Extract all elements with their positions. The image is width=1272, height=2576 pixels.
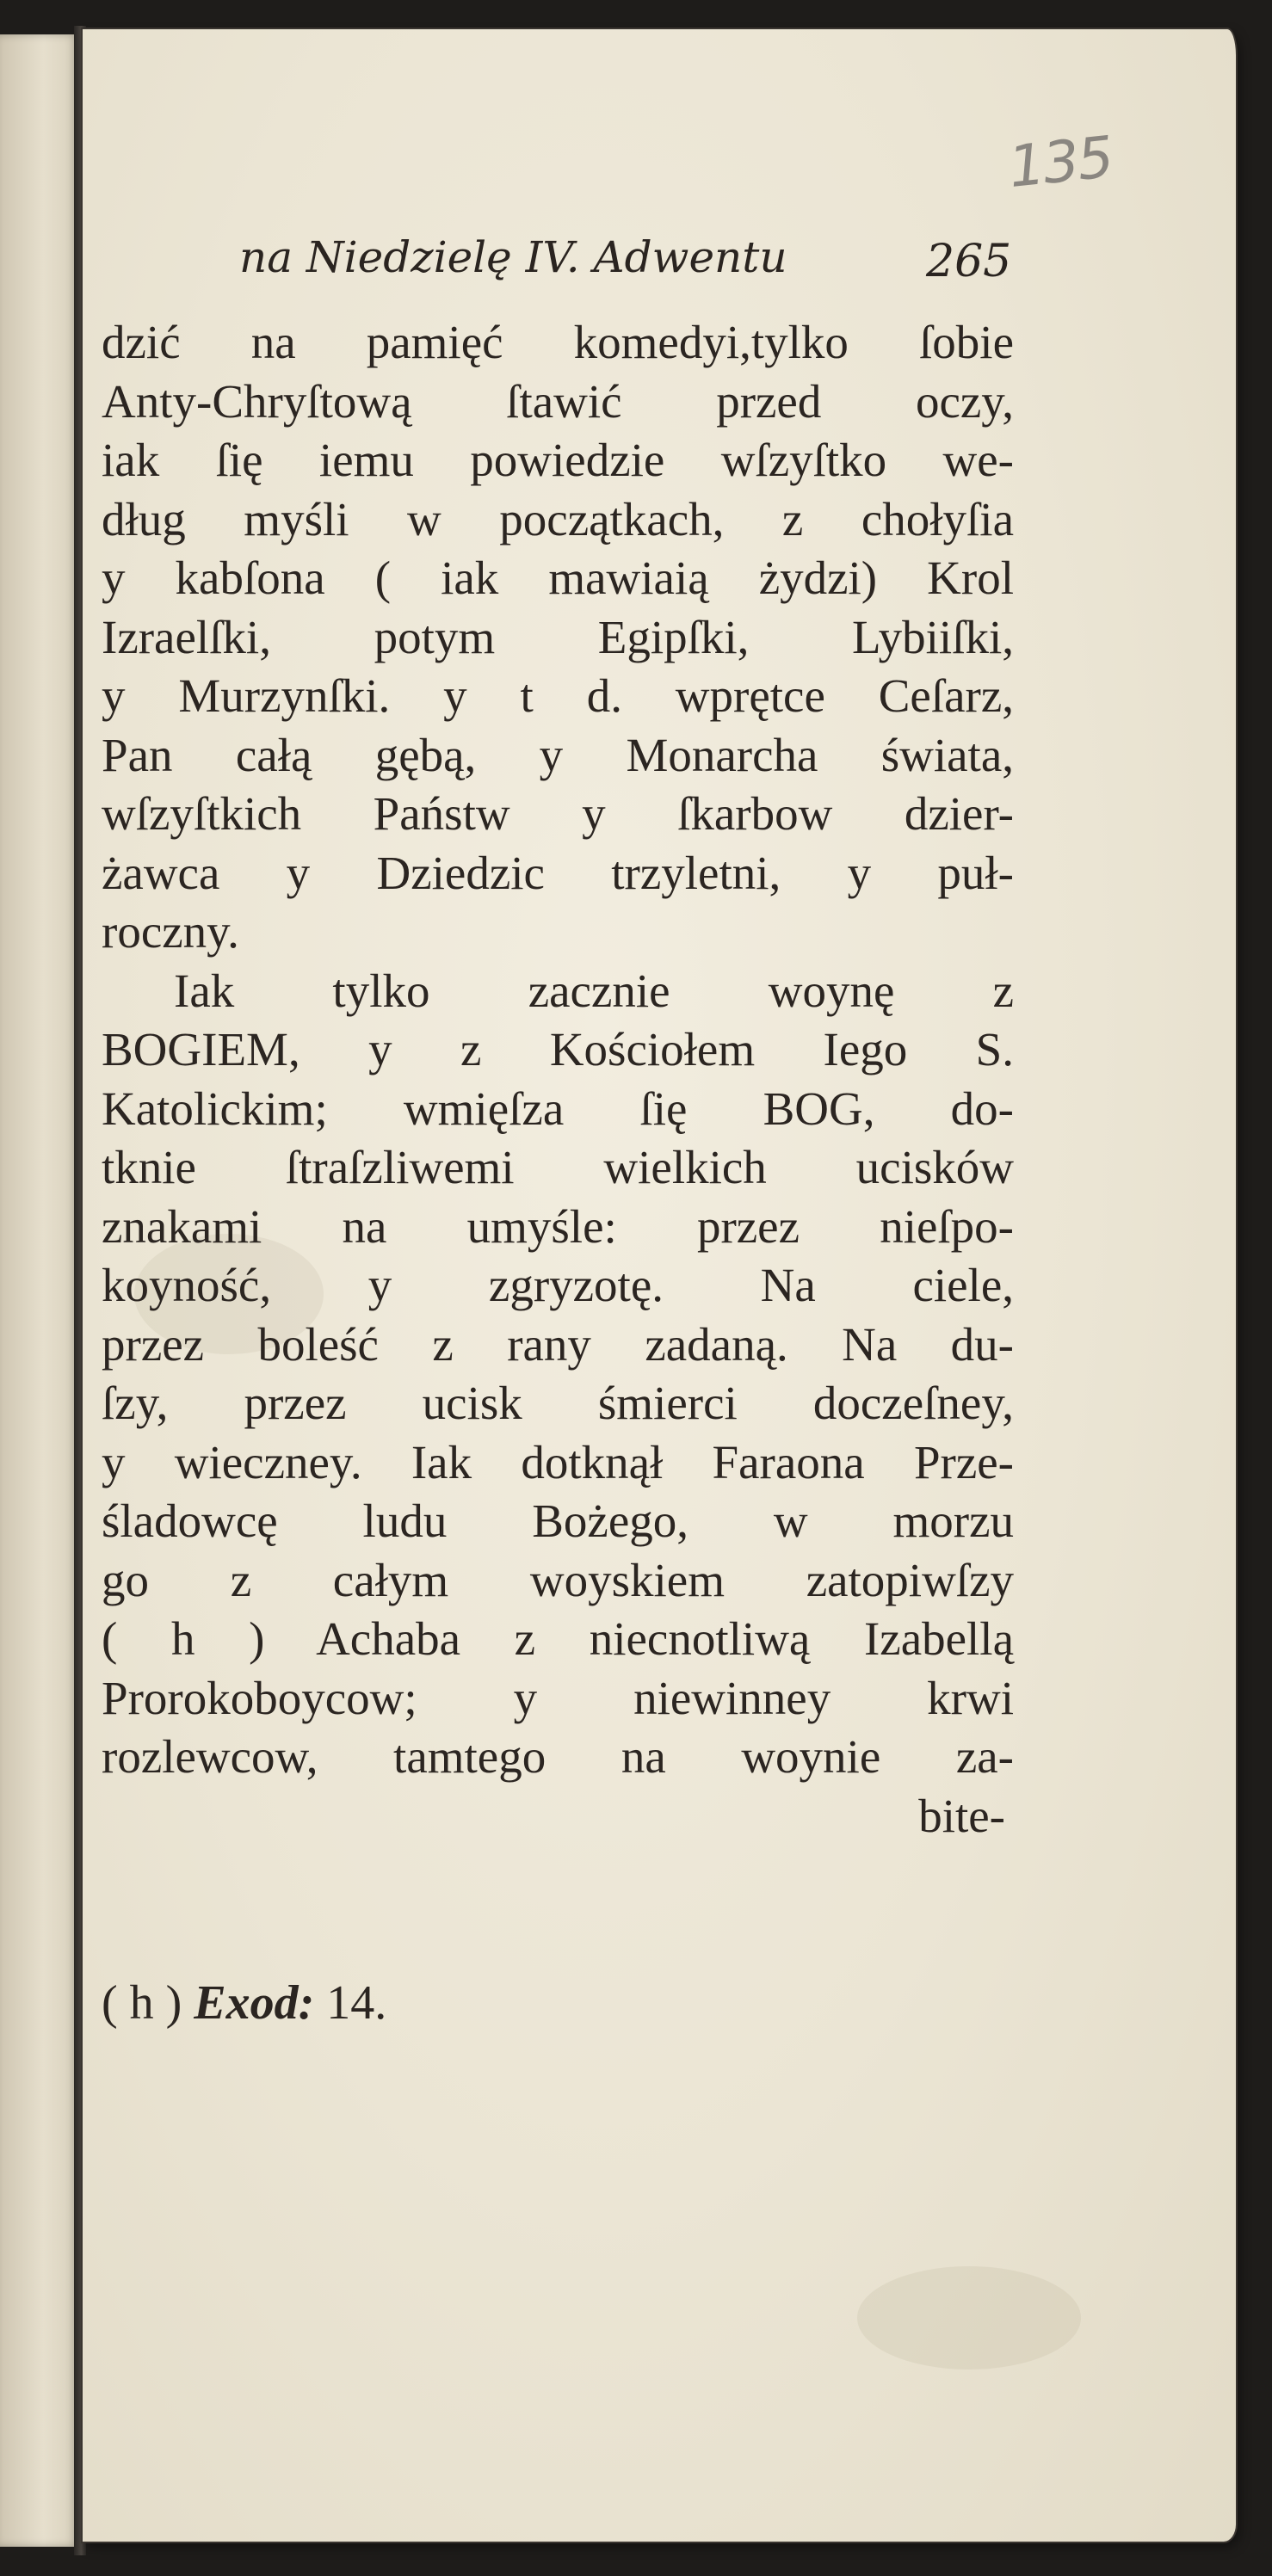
text-line: Prorokoboycow; y niewinney krwi xyxy=(102,1671,1014,1724)
text-line: Katolickim; wmięſza ſię BOG, do- xyxy=(102,1082,1014,1135)
text-line: y Murzynſki. y t d. wprętce Ceſarz, xyxy=(102,669,1014,722)
text-line: żawca y Dziedzic trzyletni, y puł- xyxy=(102,846,1014,899)
text-line: Izraelſki, potym Egipſki, Lybiiſki, xyxy=(102,610,1014,663)
text-line: ( h ) Achaba z niecnotliwą Izabellą xyxy=(102,1612,1014,1665)
text-line: znakami na umyśle: przez nieſpo- xyxy=(102,1199,1014,1253)
text-line: ſzy, przez ucisk śmierci doczeſney, xyxy=(102,1377,1014,1429)
text-line: roczny. xyxy=(102,905,239,958)
left-page-edge xyxy=(0,34,79,2547)
text-line: iak ſię iemu powiedzie wſzyſtko we- xyxy=(102,434,1014,486)
text-line: wſzyſtkich Państw y ſkarbow dzier- xyxy=(102,787,1014,840)
text-line: dług myśli w początkach, z chołyſia xyxy=(102,492,1014,545)
catchword: bite- xyxy=(918,1789,1005,1842)
paper-stain xyxy=(857,2266,1081,2370)
text-line: koyność, y zgryzotę. Na ciele, xyxy=(102,1259,1014,1311)
running-head: na Niedzielę IV. Adwentu xyxy=(239,232,787,282)
page-number: 265 xyxy=(926,236,1012,287)
handwritten-folio-number: 135 xyxy=(1005,123,1115,201)
footnote-mark: ( h ) xyxy=(102,1976,182,2030)
text-line: BOGIEM, y z Kościołem Iego S. xyxy=(102,1023,1014,1075)
text-line: go z całym woyskiem zatopiwſzy xyxy=(102,1553,1014,1606)
text-line: przez boleść z rany zadaną. Na du- xyxy=(102,1317,1014,1371)
body-text xyxy=(102,313,1014,1846)
text-line: śladowcę ludu Bożego, w morzu xyxy=(102,1494,1014,1547)
text-line: dzić na pamięć komedyi,tylko ſobie xyxy=(102,316,1014,368)
footnote-number: 14. xyxy=(326,1976,387,2030)
text-line: Anty-Chryſtową ſtawić przed oczy, xyxy=(102,374,1014,428)
text-line: rozlewcow, tamtego na woynie za- xyxy=(102,1730,1014,1783)
text-line-paragraph-start: Iak tylko zacznie woynę z xyxy=(174,964,1014,1017)
text-line: Pan całą gębą, y Monarcha świata, xyxy=(102,728,1014,781)
text-line: tknie ſtraſzliwemi wielkich ucisków xyxy=(102,1141,1014,1193)
text-line: y wieczney. Iak dotknął Faraona Prze- xyxy=(102,1435,1014,1488)
footnote xyxy=(102,1975,386,2031)
footnote-reference: Exod: xyxy=(194,1976,315,2030)
text-line: y kabſona ( iak mawiaią żydzi) Krol xyxy=(102,552,1014,604)
